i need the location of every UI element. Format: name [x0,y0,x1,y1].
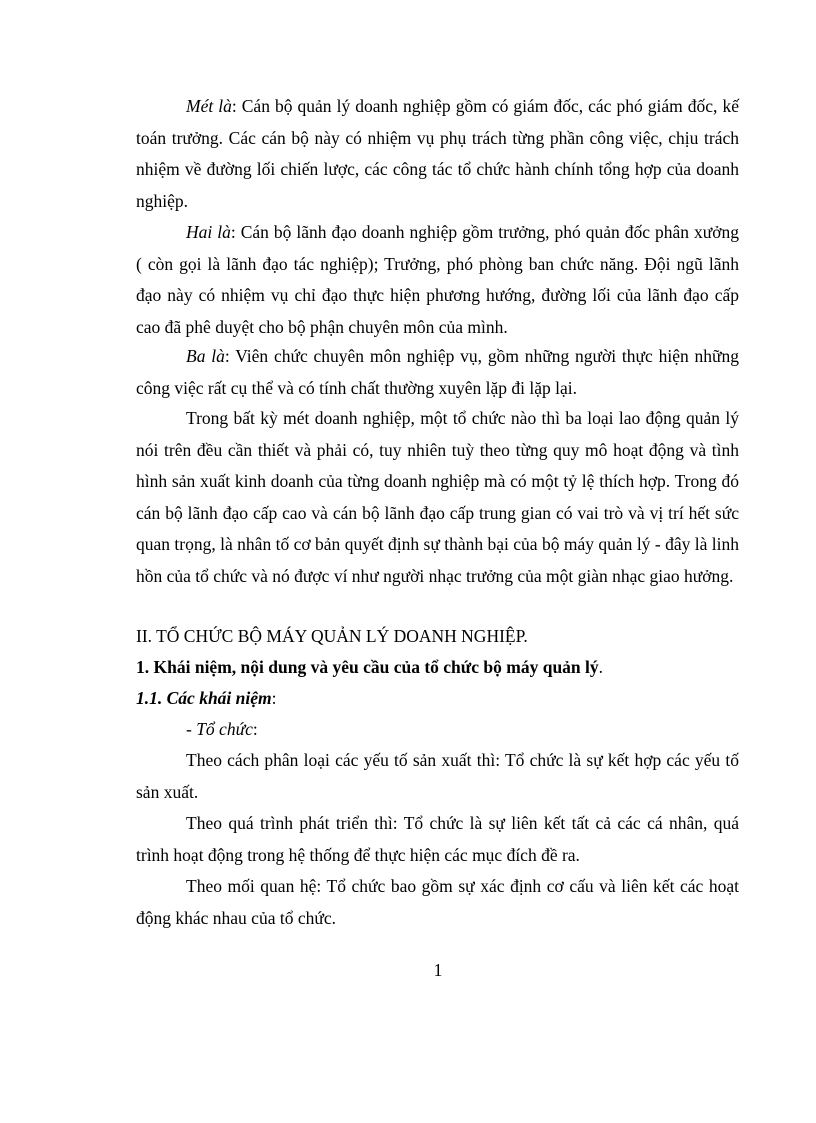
heading-1-1-text: 1.1. Các khái niệm [136,688,272,708]
heading-section-ii: II. TỔ CHỨC BỘ MÁY QUẢN LÝ DOANH NGHIỆP. [136,626,528,646]
paragraph-theo-qua-trinh [136,808,739,871]
paragraph-theo-cach-phan-loai [136,745,739,808]
paragraph-text: Theo mối quan hệ: Tổ chức bao gồm sự xác định cơ cấu và liên kết các hoạt động khác nhau của tổ chức. [136,876,739,928]
page-number: 1 [433,960,443,980]
paragraph-text: : Cán bộ lãnh đạo doanh nghiệp gồm trưởng, phó quản đốc phân xưởng ( còn gọi là lãnh đạo tác nghiệp); Trưởng, phó phòng ban chức năng. Đội ngũ lãnh đạo này có nhiệm vụ chỉ đạo thực hiện phương hướng, đường lối của lãnh đạo cấp cao đã phê duyệt cho bộ phận chuyên môn của mình. [136,222,739,337]
paragraph-text: Trong bất kỳ mét doanh nghiệp, một tổ chức nào thì ba loại lao động quản lý nói trên đều cần thiết và phải có, tuy nhiên tuỳ theo từng quy mô hoạt động và tình hình sản xuất kinh doanh của từng doanh nghiệp mà có một tỷ lệ thích hợp. Trong đó cán bộ lãnh đạo cấp cao và cán bộ lãnh đạo cấp trung gian có vai trò và vị trí hết sức quan trọng, là nhân tố cơ bản quyết định sự thành bại của bộ máy quản lý - đây là linh hồn của tổ chức và nó được ví như người nhạc trưởng của một giàn nhạc giao hưởng. [136,408,739,586]
heading-1-period: . [598,657,604,677]
paragraph-ba-la [136,341,739,404]
bullet-to-chuc [186,714,258,746]
heading-1-1-colon: : [271,688,277,708]
bullet-term: Tổ chức [196,719,253,739]
paragraph-lead: Hai là [186,222,231,242]
paragraph-trong-bat-ky [136,403,739,592]
bullet-dash: - [186,719,197,739]
bullet-colon: : [252,719,258,739]
heading-1-1 [136,683,277,715]
paragraph-theo-moi-quan-he [136,871,739,934]
paragraph-lead: Ba là [186,346,225,366]
heading-1 [136,652,603,684]
paragraph-hai-la [136,217,739,343]
paragraph-text: Theo quá trình phát triển thì: Tổ chức là sự liên kết tất cả các cá nhân, quá trình hoạt động trong hệ thống để thực hiện các mục đích đề ra. [136,813,739,865]
paragraph-met-la [136,91,739,217]
paragraph-text: : Viên chức chuyên môn nghiệp vụ, gồm những người thực hiện những công việc rất cụ thể và có tính chất thường xuyên lặp đi lặp lại. [136,346,740,398]
paragraph-text: Theo cách phân loại các yếu tố sản xuất thì: Tổ chức là sự kết hợp các yếu tố sản xuất. [136,750,739,802]
heading-1-text: 1. Khái niệm, nội dung và yêu cầu của tổ chức bộ máy quản lý [136,657,599,677]
paragraph-lead: Mét là [186,96,232,116]
paragraph-text: : Cán bộ quản lý doanh nghiệp gồm có giám đốc, các phó giám đốc, kế toán trưởng. Các cán bộ này có nhiệm vụ phụ trách từng phần công việc, chịu trách nhiệm về đường lối chiến lược, các công tác tổ chức hành chính tổng hợp của doanh nghiệp. [136,96,739,211]
